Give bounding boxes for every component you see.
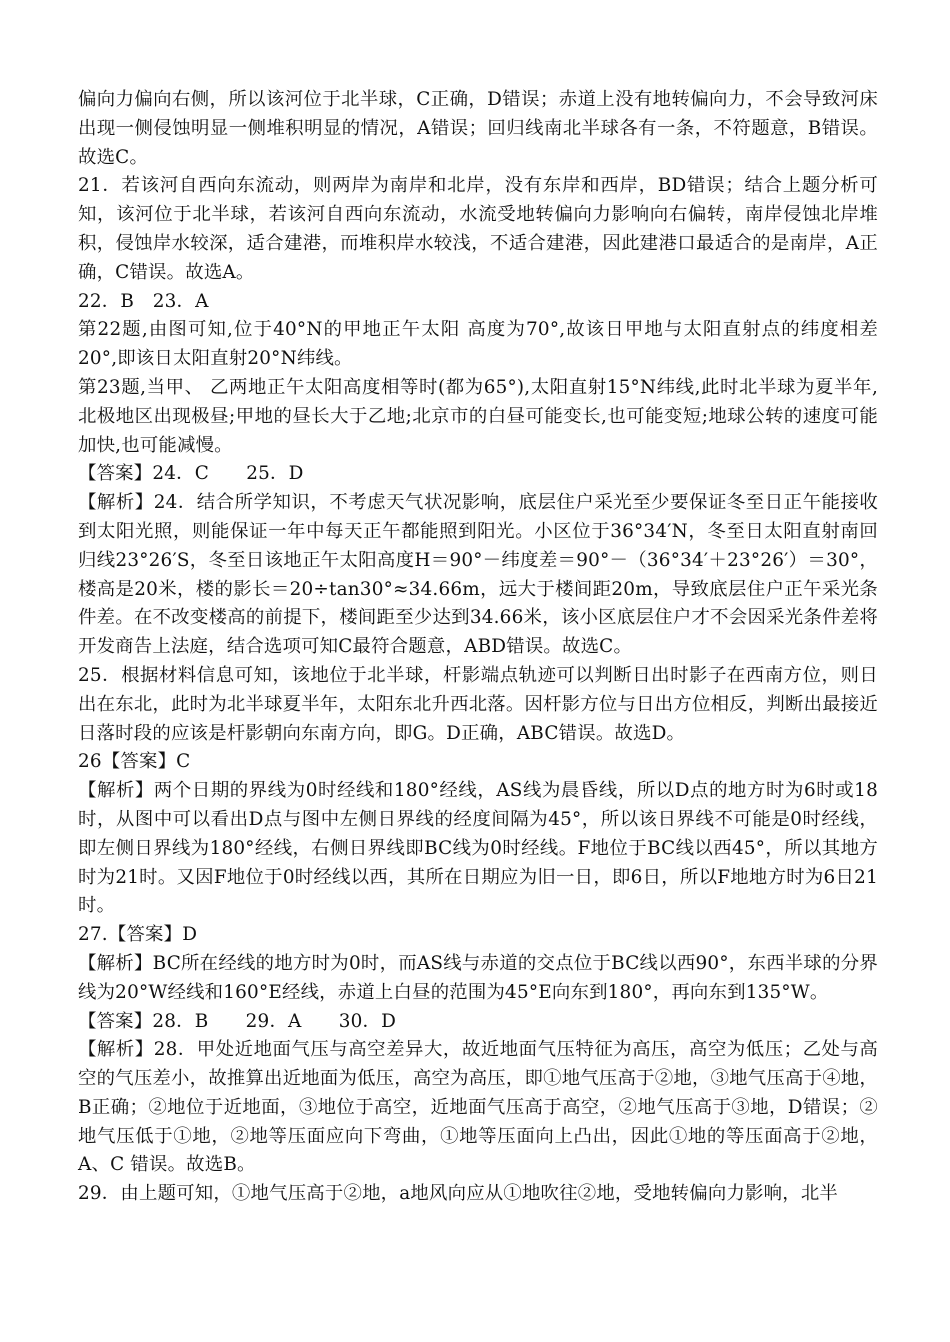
paragraph-q23-analysis: 第23题,当甲、 乙两地正午太阳高度相等时(都为65°),太阳直射15°N纬线,此时北半球为夏半年,北极地区出现极昼;甲地的昼长大于乙地;北京市的白昼可能变长,也可能变短;地球公转的速度可能加快,也可能减慢。 xyxy=(78,376,878,456)
paragraph-q26-answer: 26【答案】C xyxy=(78,751,191,773)
paragraph-q28-30-answers: 【答案】28．B 29．A 30．D xyxy=(78,1010,397,1032)
paragraph-q22-analysis: 第22题,由图可知,位于40°N的甲地正午太阳 高度为70°,故该日甲地与太阳直射点的纬度相差20°,即该日太阳直射20°N纬线。 xyxy=(78,319,878,370)
paragraph-q27-answer: 27.【答案】D xyxy=(78,924,198,946)
answer-text-body xyxy=(78,86,878,1209)
paragraph-q26-analysis: 【解析】两个日期的界线为0时经线和180°经线，AS线为晨昏线，所以D点的地方时为6时或18时，从图中可以看出D点与图中左侧日界线的经度间隔为45°，所以该日界线不可能是0时经线，即左侧日界线为180°经线，右侧日界线即BC线为0时经线。F地位于BC线以西45°，所以其地方时为21时。又因F地位于0时经线以西，其所在日期应为旧一日，即6日，所以F地地方时为6日21时。 xyxy=(78,780,878,917)
paragraph-q21-analysis: 21．若该河自西向东流动，则两岸为南岸和北岸，没有东岸和西岸，BD错误；结合上题分析可知，该河位于北半球，若该河自西向东流动，水流受地转偏向力影响向右偏转，南岸侵蚀北岸堆积，侵蚀岸水较深，适合建港，而堆积岸水较浅，不适合建港，因此建港口最适合的是南岸，A正确，C错误。故选A。 xyxy=(78,175,878,283)
paragraph-q22-23-answers: 22．B 23．A xyxy=(78,290,209,312)
paragraph-q24-25-answers: 【答案】24．C 25．D xyxy=(78,463,304,485)
paragraph-q24-analysis: 【解析】24．结合所学知识，不考虑天气状况影响，底层住户采光至少要保证冬至日正午能接收到太阳光照，则能保证一年中每天正午都能照到阳光。小区位于36°34′N，冬至日太阳直射南回归线23°26′S，冬至日该地正午太阳高度H＝90°－纬度差＝90°－（36°34′＋23°26′）＝30°，楼高是20米，楼的影长＝20÷tan30°≈34.66m，远大于楼间距20m，导致底层住户正午采光条件差。在不改变楼高的前提下，楼间距至少达到34.66米，该小区底层住户才不会因采光条件差将开发商告上法庭，结合选项可知C最符合题意，ABD错误。故选C。 xyxy=(78,492,878,658)
paragraph-q20-continuation: 偏向力偏向右侧，所以该河位于北半球，C正确，D错误；赤道上没有地转偏向力，不会导致河床出现一侧侵蚀明显一侧堆积明显的情况，A错误；回归线南北半球各有一条，不符题意，B错误。故选C。 xyxy=(78,89,878,168)
paragraph-q27-analysis: 【解析】BC所在经线的地方时为0时，而AS线与赤道的交点位于BC线以西90°，东西半球的分界线为20°W经线和160°E经线，赤道上白昼的范围为45°E向东到180°，再向东到135°W。 xyxy=(78,952,878,1003)
paragraph-q25-analysis: 25．根据材料信息可知，该地位于北半球，杆影端点轨迹可以判断日出时影子在西南方位，则日出在东北，此时为北半球夏半年，太阳东北升西北落。因杆影方位与日出方位相反，判断出最接近日落时段的应该是杆影朝向东南方向，即G。D正确，ABC错误。故选D。 xyxy=(78,664,878,744)
paragraph-q29-analysis: 29．由上题可知，①地气压高于②地，a地风向应从①地吹往②地，受地转偏向力影响，北半 xyxy=(78,1183,839,1205)
paragraph-q28-analysis: 【解析】28．甲处近地面气压与高空差异大，故近地面气压特征为高压，高空为低压；乙处与高空的气压差小，故推算出近地面为低压，高空为高压，即①地气压高于②地，③地气压高于④地，B正确；②地位于近地面，③地位于高空，近地面气压高于高空，②地气压高于③地，D错误；②地气压低于①地，②地等压面应向下弯曲，①地等压面向上凸出，因此①地的等压面高于②地，A、C 错误。故选B。 xyxy=(78,1039,878,1176)
